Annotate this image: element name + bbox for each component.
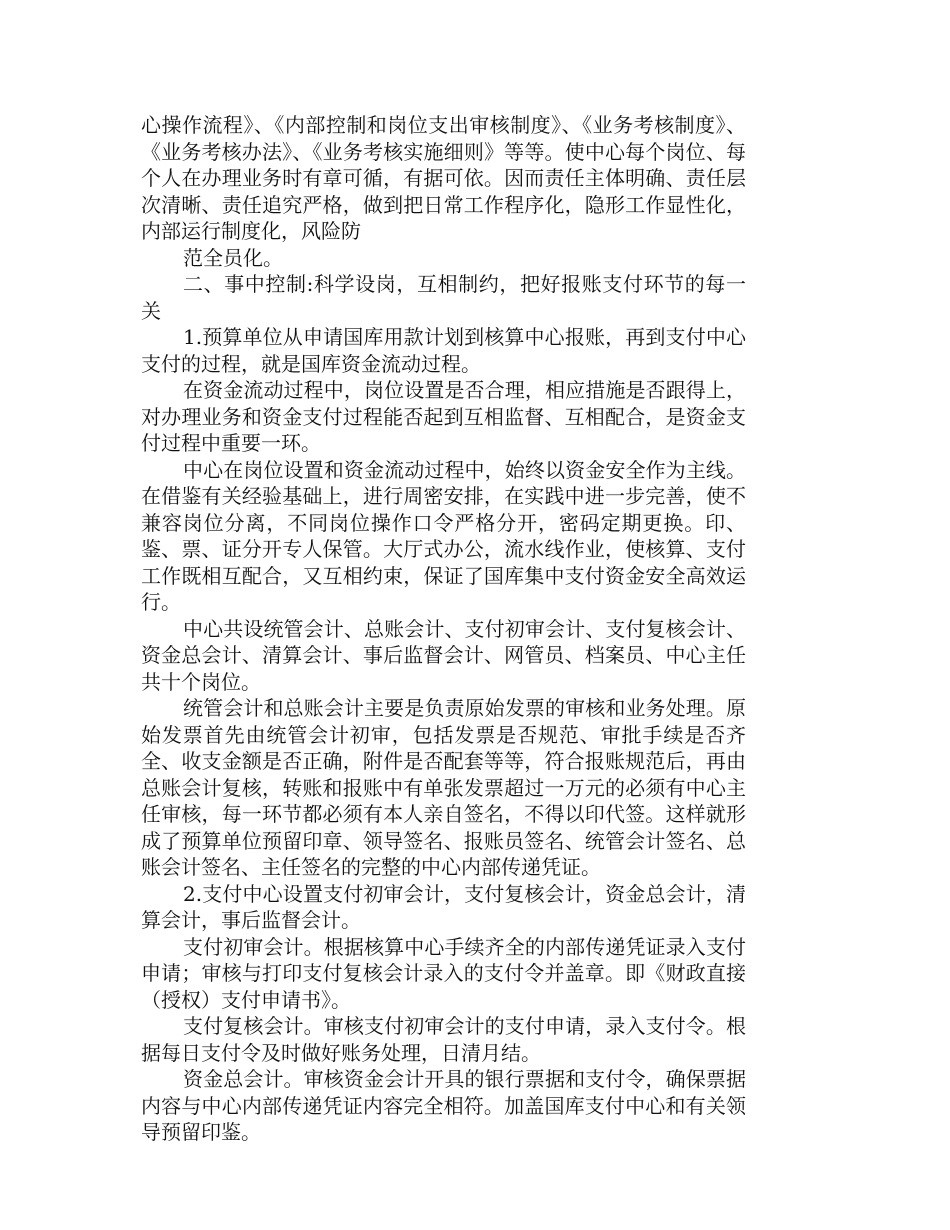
paragraph-5: 中心在岗位设置和资金流动过程中，始终以资金安全作为主线。在借鉴有关经验基础上，进行周密安排，在实践中进一步完善，使不兼容岗位分离，不同岗位操作口令严格分开，密码定期更换。印、鉴、票、证分开专人保管。大厅式办公，流水线作业，使核算、支付工作既相互配合，又互相约束，保证了国库集中支付资金安全高效运行。 xyxy=(141,457,746,614)
paragraph-10: 支付复核会计。审核支付初审会计的支付申请，录入支付令。根据每日支付令及时做好账务处理，日清月结。 xyxy=(141,1014,746,1065)
paragraph-7: 统管会计和总账会计主要是负责原始发票的审核和业务处理。原始发票首先由统管会计初审，包括发票是否规范、审批手续是否齐全、收支金额是否正确，附件是否配套等等，符合报账规范后，再由总账会计复核，转账和报账中有单张发票超过一万元的必须有中心主任审核，每一环节都必须有本人亲自签名，不得以印代签。这样就形成了预算单位预留印章、领导签名、报账员签名、统管会计签名、总账会计签名、主任签名的完整的中心内部传递凭证。 xyxy=(141,696,746,879)
paragraph-6: 中心共设统管会计、总账会计、支付初审会计、支付复核会计、资金总会计、清算会计、事后监督会计、网管员、档案员、中心主任共十个岗位。 xyxy=(141,616,746,694)
paragraph-8: 2.支付中心设置支付初审会计，支付复核会计，资金总会计，清算会计，事后监督会计。 xyxy=(141,881,746,932)
paragraph-11: 资金总会计。审核资金会计开具的银行票据和支付令，确保票据内容与中心内部传递凭证内容完全相符。加盖国库支付中心和有关领导预留印鉴。 xyxy=(141,1067,746,1144)
paragraph-2: 范全员化。 xyxy=(183,245,283,270)
document-page xyxy=(141,112,746,1146)
paragraph-9: 支付初审会计。根据核算中心手续齐全的内部传递凭证录入支付申请；审核与打印支付复核会计录入的支付令并盖章。即《财政直接（授权）支付申请书》。 xyxy=(141,934,746,1012)
section-heading: 二、事中控制:科学设岗，互相制约，把好报账支付环节的每一关 xyxy=(141,272,746,323)
paragraph-4: 在资金流动过程中，岗位设置是否合理，相应措施是否跟得上，对办理业务和资金支付过程能否起到互相监督、互相配合，是资金支付过程中重要一环。 xyxy=(141,378,746,455)
paragraph-3: 1.预算单位从申请国库用款计划到核算中心报账，再到支付中心支付的过程，就是国库资金流动过程。 xyxy=(141,325,746,376)
paragraph-1: 心操作流程》、《内部控制和岗位支出审核制度》、《业务考核制度》、《业务考核办法》、《业务考核实施细则》等等。使中心每个岗位、每个人在办理业务时有章可循，有据可依。因而责任主体明确、责任层次清晰、责任追究严格，做到把日常工作程序化，隐形工作显性化，内部运行制度化，风险防 xyxy=(141,113,746,243)
